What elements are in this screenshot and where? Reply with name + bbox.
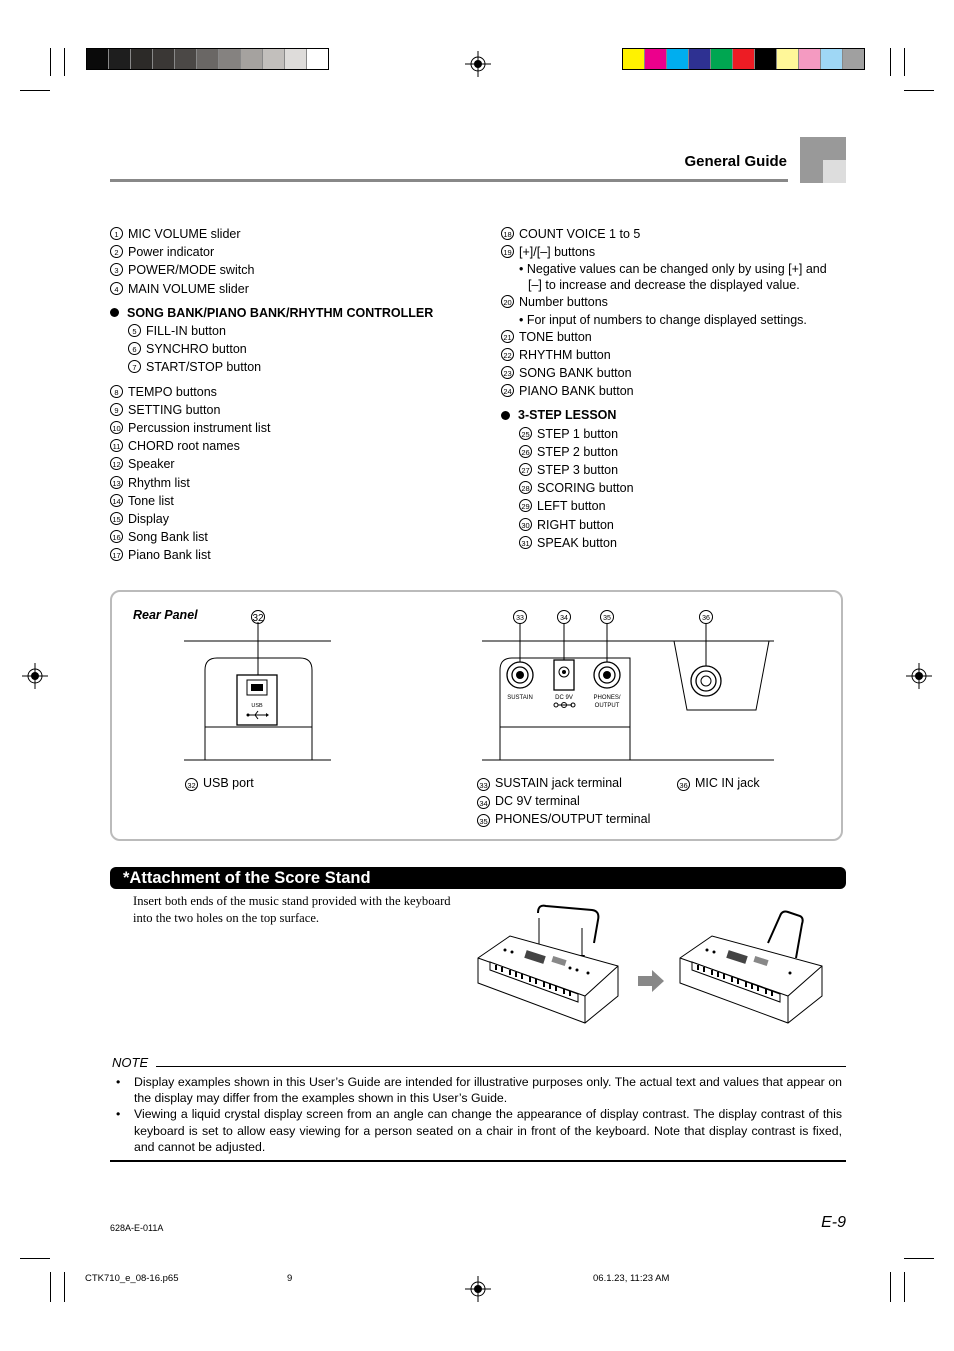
list-item-label: SONG BANK button [519,366,632,381]
callout-number: 19 [501,245,514,258]
list-item-label: [+]/[–] buttons [519,245,596,260]
callout-number: 22 [501,348,514,361]
caption-label: USB port [203,776,254,790]
list-item-label: RIGHT button [537,517,614,532]
caption-label: MIC IN jack [695,776,760,790]
callout-number: 14 [110,494,123,507]
note-item-text: Display examples shown in this User’s Guide are intended for illustrative purposes only. The actual text and values that appear on the display may differ from the examples shown in this User’s Guide. [134,1075,842,1106]
callout-number: 1 [110,227,123,240]
note-rule [156,1066,846,1067]
bullet-icon [501,411,510,420]
registration-mark-top-icon [465,51,491,77]
callout-number: 6 [128,342,141,355]
list-item-label: MIC VOLUME slider [128,227,241,241]
callout-number: 29 [519,499,532,512]
note-item-text: Viewing a liquid crystal display screen from an angle can change the appearance of display contrast. The display contrast of this keyboard is set to allow easy viewing for a person seated on a chair in front of the keyboard. Note that display contrast is fixed, and cannot be adjusted. [134,1107,842,1154]
caption-label: PHONES/OUTPUT terminal [495,812,651,826]
note-item [112,1074,842,1106]
list-item-label: SCORING button [537,481,634,496]
calibration-swatch [131,49,153,69]
callout-number: 12 [110,457,123,470]
callout-number: 10 [110,421,123,434]
callout-32: 32 [252,613,264,624]
list-item-label: Power indicator [128,245,215,260]
section-body: Insert both ends of the music stand provided with the keyboard into the two holes on the top surface. [133,894,451,925]
callout-number: 35 [477,814,490,827]
callout-number: 26 [519,445,532,458]
callout-number: 30 [519,518,532,531]
calibration-swatch [623,49,645,69]
callout-number: 8 [110,385,123,398]
list-item [519,461,846,479]
callout-number: 20 [501,295,514,308]
sustain-label: SUSTAIN [507,695,533,701]
calibration-swatch [667,49,689,69]
section-heading: *Attachment of the Score Stand [110,867,846,889]
callout-number: 2 [110,245,123,258]
list-item [110,401,470,419]
list-item-label: FILL-IN button [146,324,226,339]
callout-33: 33 [516,615,524,622]
calibration-swatch [175,49,197,69]
list-item [110,455,470,473]
list-item [128,340,470,358]
callout-number: 17 [110,548,123,561]
calibration-swatch [87,49,109,69]
group-heading [110,304,470,322]
list-item-label: POWER/MODE switch [128,263,255,278]
list-item-label: STEP 1 button [537,426,619,441]
grayscale-calibration-bar [86,48,329,70]
callout-number: 11 [110,439,123,452]
caption-label: SUSTAIN jack terminal [495,776,622,790]
list-item-label: START/STOP button [146,360,262,375]
calibration-swatch [711,49,733,69]
registration-mark-right-icon [906,663,932,689]
note-label: NOTE [112,1055,149,1070]
calibration-swatch [285,49,307,69]
list-item [110,280,470,298]
list-item-label: Display [128,512,169,527]
calibration-swatch [219,49,241,69]
usb-label: USB [251,703,263,709]
callout-number: 21 [501,330,514,343]
group-heading-label: SONG BANK/PIANO BANK/RHYTHM CONTROLLER [127,305,434,320]
note-body [112,1074,842,1155]
list-item [110,437,470,455]
callout-number: 36 [677,778,690,791]
list-item [110,261,470,279]
list-item [128,322,470,340]
list-item-label: RHYTHM button [519,347,611,362]
bullet-icon: • [116,1107,121,1122]
list-item [501,346,846,364]
calibration-swatch [689,49,711,69]
rear-panel-title: Rear Panel [133,608,198,622]
list-item-label: SETTING button [128,402,221,417]
right-parts-list [501,225,846,552]
list-item [501,243,846,261]
list-item [110,492,470,510]
callout-number: 5 [128,324,141,337]
keyboard-after-icon [680,912,822,1024]
rear-caption [185,776,254,791]
callout-number: 18 [501,227,514,240]
left-parts-list [110,225,470,565]
callout-number: 28 [519,481,532,494]
rear-panel-diagram [110,600,843,780]
list-item [501,293,846,311]
calibration-swatch [755,49,777,69]
list-item [501,225,846,243]
bottom-rule [110,1160,846,1162]
list-item [519,425,846,443]
callout-35: 35 [603,615,611,622]
rear-caption [477,794,580,809]
callout-number: 34 [477,796,490,809]
dc-label: DC 9V [555,695,573,701]
list-item [519,443,846,461]
list-item [519,497,846,515]
list-item-label: SPEAK button [537,535,617,550]
calibration-swatch [307,49,328,69]
list-item [110,225,470,243]
list-item [519,534,846,552]
list-item-label: Rhythm list [128,475,190,490]
group-heading-label: 3-STEP LESSON [518,408,617,423]
phones-label-1: PHONES/ [593,695,621,701]
callout-number: 4 [110,282,123,295]
rear-caption [477,776,622,791]
bullet-icon [110,308,119,317]
list-item-note: [–] to increase and decrease the displayed value. [528,278,800,293]
registration-mark-bottom-icon [465,1276,491,1302]
callout-number: 25 [519,427,532,440]
list-item-note: • Negative values can be changed only by using [+] and [519,262,827,277]
list-item [128,358,470,376]
list-item [110,510,470,528]
callout-number: 9 [110,403,123,416]
list-item-label: Number buttons [519,295,608,310]
list-item-label: Speaker [128,457,175,472]
arrow-right-icon [638,970,664,992]
callout-number: 24 [501,384,514,397]
list-item [110,546,470,564]
list-item-label: TONE button [519,329,592,344]
list-item-label: COUNT VOICE 1 to 5 [519,227,641,241]
list-item [110,419,470,437]
list-item-label: MAIN VOLUME slider [128,281,249,296]
page-number: E-9 [821,1214,846,1231]
calibration-swatch [153,49,175,69]
section-header-title: General Guide [684,153,787,170]
sheet-number: 9 [287,1273,293,1284]
page-tab-marker-inner [823,160,846,183]
callout-number: 31 [519,536,532,549]
list-item-label: Percussion instrument list [128,421,271,436]
list-item [110,243,470,261]
callout-number: 7 [128,360,141,373]
callout-number: 32 [185,778,198,791]
calibration-swatch [843,49,864,69]
calibration-swatch [263,49,285,69]
rear-caption [677,776,760,791]
callout-34: 34 [560,615,568,622]
list-item-note: • For input of numbers to change displayed settings. [519,312,807,327]
keyboard-with-stand-illustration [470,898,850,1033]
list-item [110,474,470,492]
note-item [112,1106,842,1155]
callout-number: 16 [110,530,123,543]
calibration-swatch [197,49,219,69]
calibration-swatch [799,49,821,69]
calibration-swatch [821,49,843,69]
list-item [519,479,846,497]
caption-label: DC 9V terminal [495,794,580,808]
keyboard-before-icon [478,906,618,1023]
list-item [519,516,846,534]
list-item-label: CHORD root names [128,439,240,454]
callout-36: 36 [702,615,710,622]
color-calibration-bar [622,48,865,70]
list-item-label: Song Bank list [128,530,208,545]
list-item-label: Tone list [128,493,174,508]
group-heading [501,406,846,424]
callout-number: 15 [110,512,123,525]
callout-number: 27 [519,463,532,476]
calibration-swatch [645,49,667,69]
list-item [110,383,470,401]
calibration-swatch [777,49,799,69]
calibration-swatch [733,49,755,69]
list-item-label: SYNCHRO button [146,342,247,357]
list-item [501,382,846,400]
list-item-label: TEMPO buttons [128,384,217,399]
callout-number: 33 [477,778,490,791]
rear-caption [477,812,650,827]
callout-number: 23 [501,366,514,379]
print-date: 06.1.23, 11:23 AM [593,1273,670,1284]
list-item-label: Piano Bank list [128,548,211,563]
phones-label-2: OUTPUT [594,703,620,709]
list-item-label: PIANO BANK button [519,384,634,399]
doc-code: 628A-E-011A [110,1223,164,1233]
calibration-swatch [241,49,263,69]
polarity-symbol-icon [554,703,575,708]
header-rule [110,179,788,182]
list-item-label: LEFT button [537,499,606,514]
registration-mark-left-icon [22,663,48,689]
list-item [110,528,470,546]
file-name: CTK710_e_08-16.p65 [85,1273,179,1284]
callout-number: 3 [110,263,123,276]
list-item-label: STEP 3 button [537,463,619,478]
calibration-swatch [109,49,131,69]
list-item-label: STEP 2 button [537,444,619,459]
callout-number: 13 [110,476,123,489]
list-item [501,328,846,346]
bullet-icon: • [116,1075,121,1089]
list-item [501,364,846,382]
